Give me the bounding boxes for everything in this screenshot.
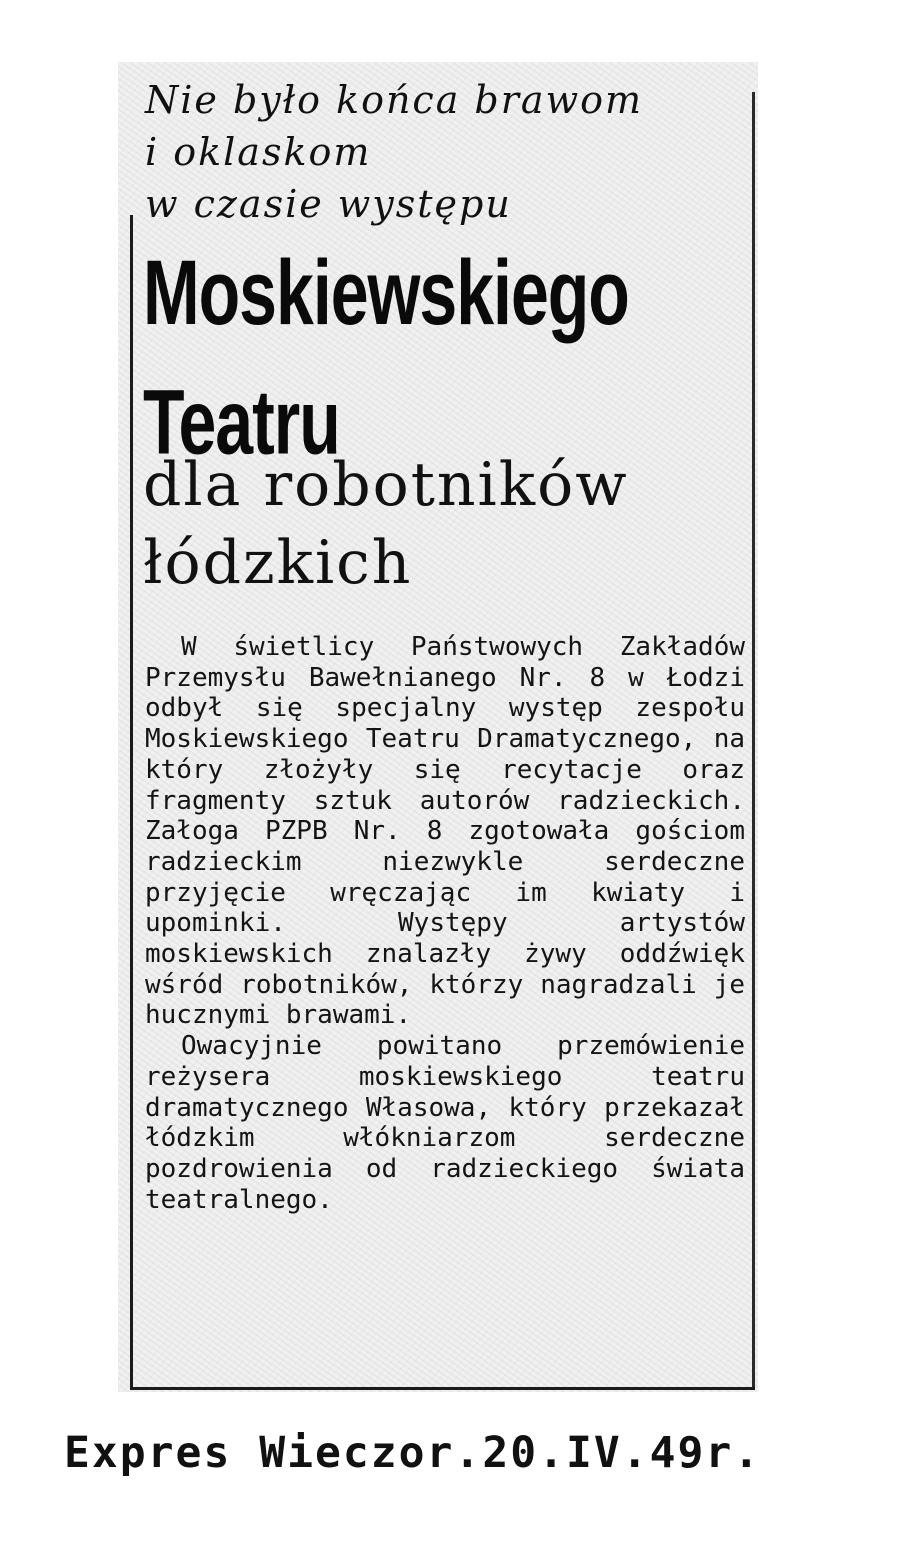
headline-line: Teatru <box>143 371 340 474</box>
subhead-line: dla robotników <box>143 450 629 520</box>
kicker-line: w czasie występu <box>145 182 512 226</box>
article-subheadline <box>143 446 748 602</box>
article-paragraph: W świetlicy Państwowych Zakładów Przemysłu Bawełnianego Nr. 8 w Łodzi odbył się specjalny występ zespołu Moskiewskiego Teatru Dramatycznego, na który złożyły się recytacje oraz fragmenty sztuk autorów radzieckich. Załoga PZPB Nr. 8 zgotowała gościom radzieckim niezwykle serdeczne przyjęcie wręczając im kwiaty i upominki. Występy artystów moskiewskich znalazły żywy oddźwięk wśród robotników, którzy nagradzali je hucznymi brawami. <box>145 632 745 1031</box>
source-annotation: Expres Wieczor.20.IV.49r. <box>64 1428 762 1478</box>
kicker-line: Nie było końca brawom <box>145 78 644 122</box>
headline-line: Moskiewskiego <box>143 241 629 345</box>
article-paragraph: Owacyjnie powitano przemówienie reżysera moskiewskiego teatru dramatycznego Własowa, który przekazał łódzkim włókniarzom serdeczne pozdrowienia od radzieckiego świata teatralnego. <box>145 1031 745 1215</box>
clipping-right-rule <box>752 92 755 1390</box>
subhead-line: łódzkich <box>143 528 413 598</box>
article-body <box>145 632 745 1215</box>
article-kicker <box>145 74 745 230</box>
kicker-line: i oklaskom <box>145 130 372 174</box>
clipping-bottom-rule <box>130 1387 755 1390</box>
clipping-left-rule <box>130 215 133 1390</box>
